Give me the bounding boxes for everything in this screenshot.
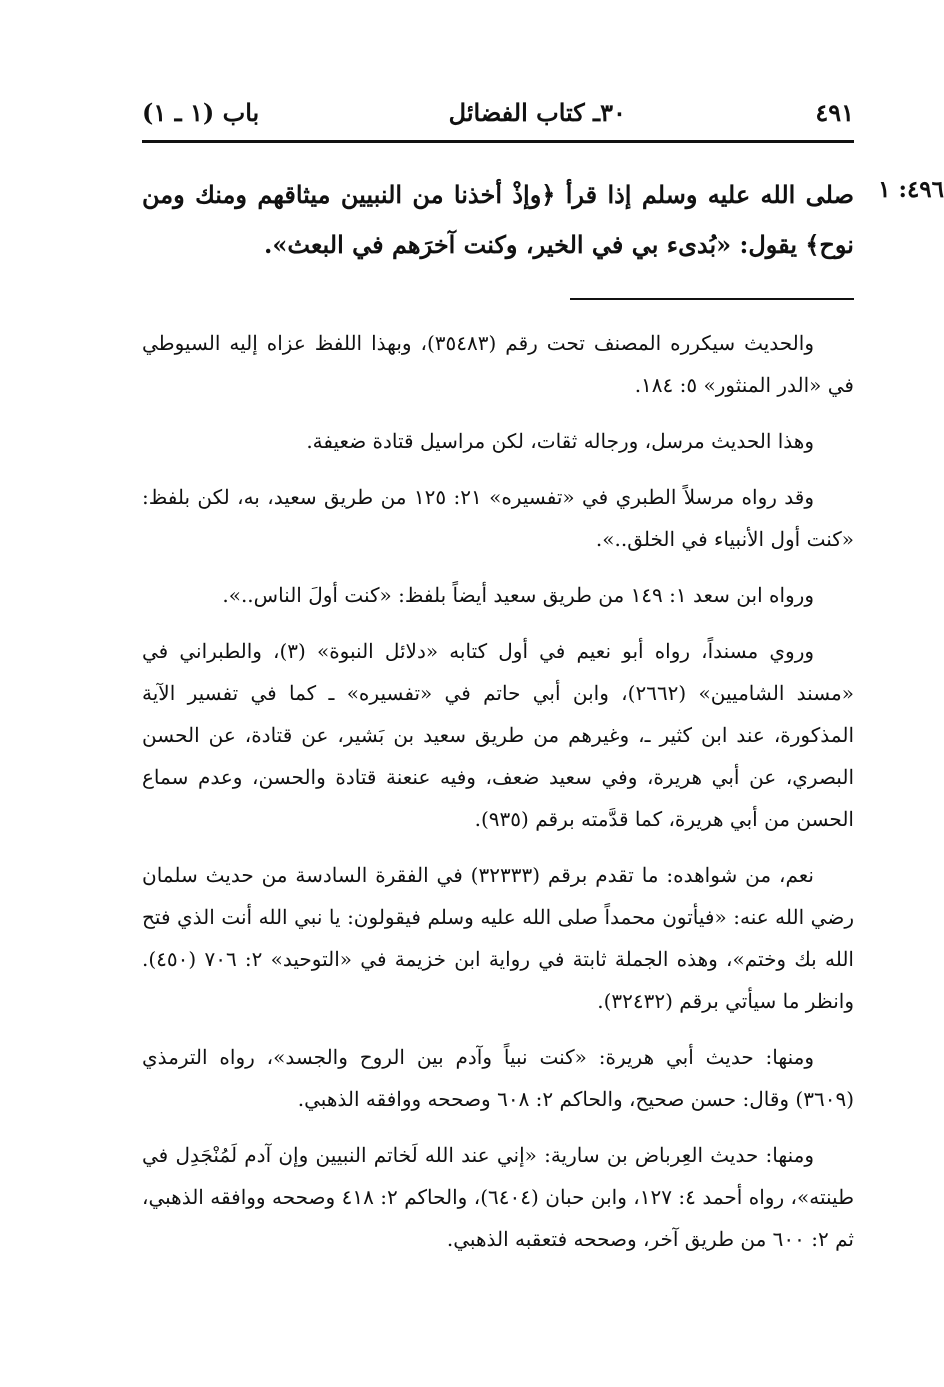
- page-number: ٤٩١: [815, 97, 854, 127]
- footnote-paragraph: ورواه ابن سعد ١: ١٤٩ من طريق سعيد أيضاً بلفظ: «كنت أولَ الناس..».: [222, 583, 814, 607]
- footnote-rule: [570, 298, 854, 300]
- footnote-paragraph: ومنها: حديث أبي هريرة: «كنت نبياً وآدم بين الروح والجسد»، رواه الترمذي (٣٦٠٩) وقال: حسن صحيح، والحاكم ٢: ٦٠٨ وصححه ووافقه الذهبي.: [142, 1045, 854, 1111]
- footnote-paragraph: نعم، من شواهده: ما تقدم برقم (٣٢٣٣٣) في الفقرة السادسة من حديث سلمان رضي الله عنه: «فيأتون محمداً صلى الله عليه وسلم فيقولون: يا نبي الله أنت الذي فتح الله بك وختم»، وهذه الجملة ثابتة في رواية ابن خزيمة في «التوحيد» ٢: ٧٠٦ (٤٥٠). وانظر ما سيأتي برقم (٣٢٤٣٢).: [142, 863, 854, 1013]
- footnote-paragraph: ومنها: حديث العِرباض بن سارية: «إني عند الله لَخاتم النبيين وإن آدم لَمُنْجَدِل في طينته»، رواه أحمد ٤: ١٢٧، وابن حبان (٦٤٠٤)، والحاكم ٢: ٤١٨ وصححه ووافقه الذهبي، ثم ٢: ٦٠٠ من طريق آخر، وصححه فتعقبه الذهبي.: [142, 1143, 854, 1251]
- hadith-reference-number: ٤٩٦: ١: [878, 176, 944, 203]
- book-title: ٣٠ـ كتاب الفضائل: [448, 97, 626, 127]
- footnote-paragraph: وروي مسنداً، رواه أبو نعيم في أول كتابه «دلائل النبوة» (٣)، والطبراني في «مسند الشاميين» (٢٦٦٢)، وابن أبي حاتم في «تفسيره» ـ كما في تفسير الآية المذكورة، عند ابن كثير ـ، وغيرهم من طريق سعيد بن بَشير، عن قتادة، عن الحسن البصري، عن أبي هريرة، وفي سعيد ضعف، وفيه عنعنة قتادة والحسن، وعدم سماع الحسن من أبي هريرة، كما قدَّمته برقم (٩٣٥).: [142, 639, 855, 831]
- footnote-paragraph: وقد رواه مرسلاً الطبري في «تفسيره» ٢١: ١٢٥ من طريق سعيد، به، لكن بلفظ: «كنت أول الأنبياء في الخلق..».: [142, 485, 854, 551]
- footnotes: [142, 322, 854, 1274]
- hadith-text: صلى الله عليه وسلم إذا قرأ ﴿وإذْ أخذنا من النبيين ميثاقهم ومنك ومن نوح﴾ يقول: «بُدىء بي في الخير، وكنت آخرَهم في البعث».: [142, 180, 854, 259]
- chapter-heading: باب (١ ـ ١): [142, 97, 260, 127]
- header-rule: [142, 140, 854, 143]
- footnote-paragraph: والحديث سيكرره المصنف تحت رقم (٣٥٤٨٣)، وبهذا اللفظ عزاه إليه السيوطي في «الدر المنثور» ٥: ١٨٤.: [142, 331, 854, 397]
- page-header: [142, 92, 854, 132]
- footnote-paragraph: وهذا الحديث مرسل، ورجاله ثقات، لكن مراسيل قتادة ضعيفة.: [306, 429, 814, 453]
